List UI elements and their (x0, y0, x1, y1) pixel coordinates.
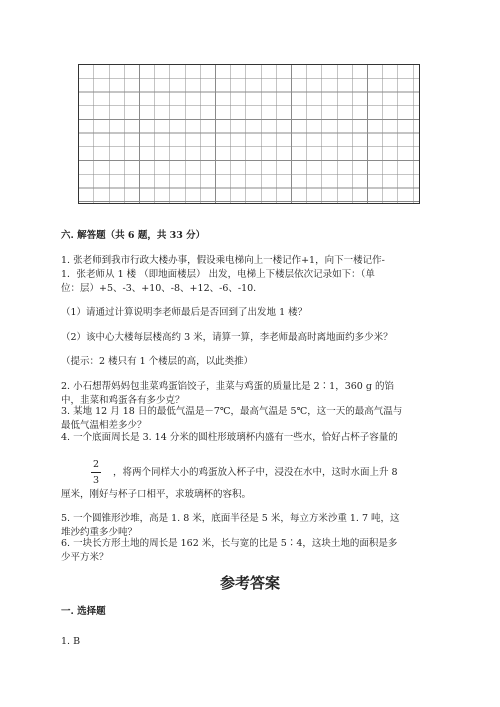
question-1-line-2: 1．张老师从 1 楼 （即地面楼层） 出发，电梯上下楼层依次记录如下：（单 (61, 269, 375, 280)
fraction-numerator: 2 (92, 459, 100, 470)
fraction (91, 459, 101, 486)
question-1-sub-2: （2）该中心大楼每层楼高约 3 米，请算一算，李老师最高时离地面约多少米？ (61, 332, 393, 343)
fraction-denominator: 3 (92, 475, 100, 486)
question-3-line-2: 最低气温相差多少？ (61, 420, 147, 431)
question-1-line-3: 位：层）+5、-3、+10、-8、+12、-6、-10. (61, 283, 257, 294)
fraction-bar (91, 472, 101, 473)
question-5-line-2: 堆沙约重多少吨？ (61, 527, 138, 538)
question-4-line-3: 厘米，刚好与杯子口相平，求玻璃杯的容积。 (61, 489, 252, 500)
section-heading: 六. 解答题（共 6 题，共 33 分） (61, 230, 206, 241)
question-2-line-2: 中，韭菜和鸡蛋各有多少克？ (61, 395, 185, 406)
question-4-line-2: ，将两个同样大小的鸡蛋放入杯子中，浸没在水中，这时水面上升 8 (113, 467, 398, 478)
question-1-hint: （提示：2 楼只有 1 个楼层的高，以此类推） (61, 356, 254, 367)
question-4-line-1: 4. 一个底面周长是 3. 14 分米的圆柱形玻璃杯内盛有一些水，恰好占杯子容量的 (61, 432, 398, 443)
answer-1: 1. B (61, 636, 81, 647)
question-5-line-1: 5. 一个圆锥形沙堆，高是 1. 8 米，底面半径是 5 米，每立方米沙重 1. 7 吨，这 (61, 513, 400, 524)
question-6-line-1: 6. 一块长方形土地的周长是 162 米，长与宽的比是 5∶4，这块土地的面积是多 (61, 538, 398, 549)
question-6-line-2: 少平方米？ (61, 552, 109, 563)
question-1-sub-1: （1）请通过计算说明李老师最后是否回到了出发地 1 楼？ (61, 307, 308, 318)
answer-grid (78, 64, 420, 204)
answers-section-heading: 一. 选择题 (61, 606, 106, 617)
question-2-line-1: 2. 小石想帮妈妈包韭菜鸡蛋馅饺子，韭菜与鸡蛋的质量比是 2∶1，360 g 的馅 (61, 381, 394, 392)
question-3-line-1: 3. 某地 12 月 18 日的最低气温是－7℃，最高气温是 5℃，这一天的最高气温与 (61, 406, 403, 417)
question-1-line-1: 1. 张老师到我市行政大楼办事，假设乘电梯向上一楼记作+1，向下一楼记作- (61, 255, 385, 266)
answers-title: 参考答案 (219, 574, 280, 592)
